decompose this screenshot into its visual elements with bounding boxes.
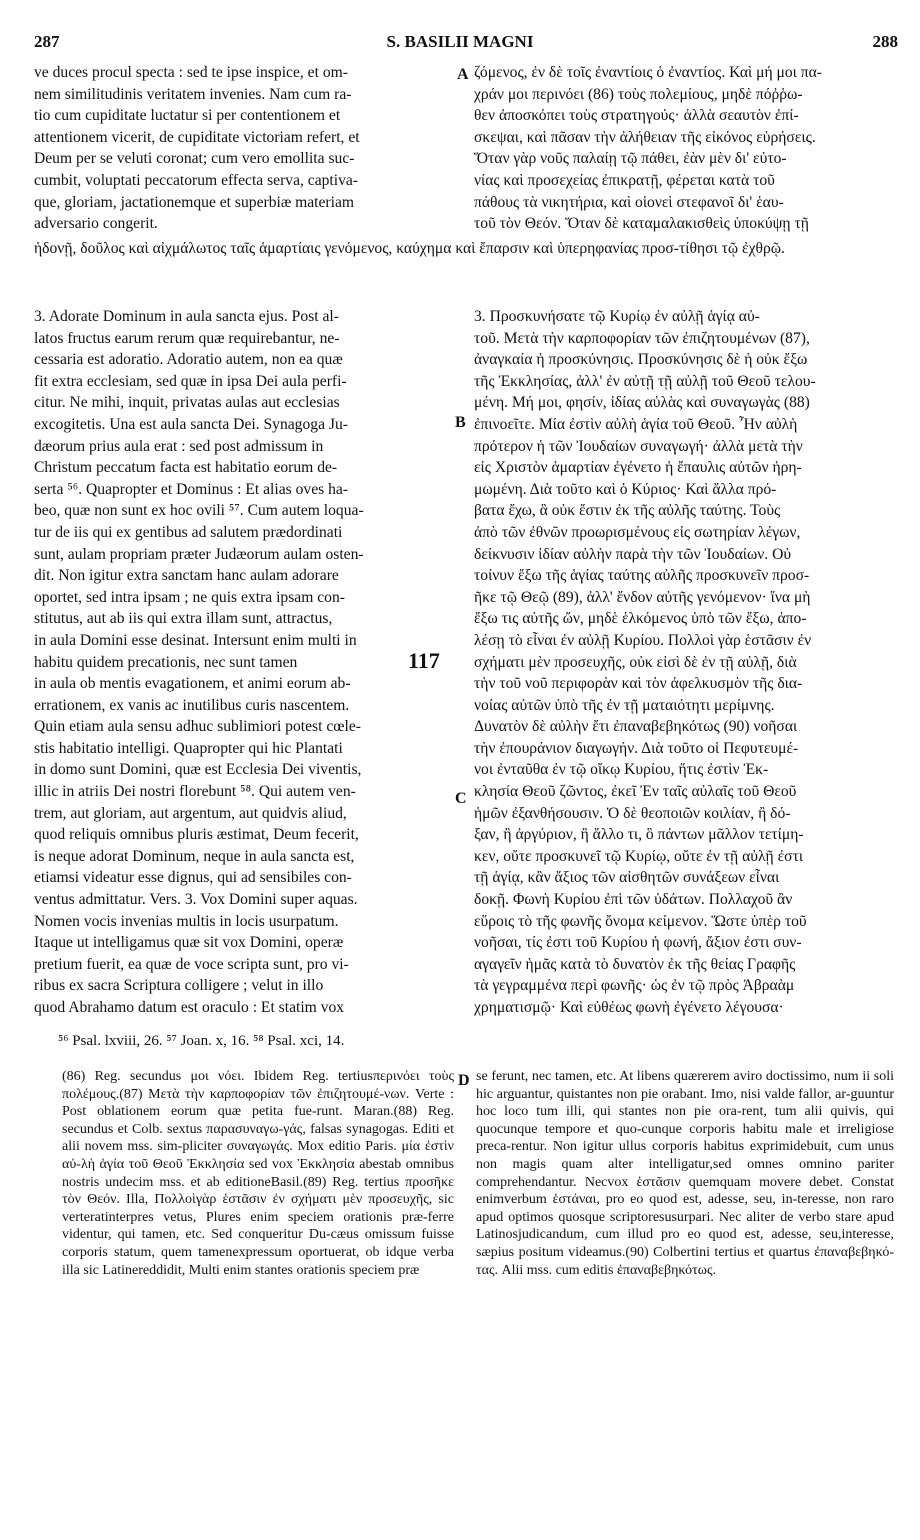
text-line: τίθησι τῷ ἐχθρῷ. (679, 240, 785, 257)
text-line: τὴν τοῦ νοῦ περιφορὰν καὶ τὸν ἀφελκυσμὸν τῆς δια- (474, 675, 803, 693)
text-line: (87) Μετὰ τὴν καρποφορίαν τῶν ἐπιζητουμέ- (119, 1086, 384, 1102)
text-line: Nomen vocis invenias multis in locis usurpatum. (34, 912, 339, 930)
text-line: vox ἑστᾶσιν quemquam movere debet. Constat enim (476, 1174, 894, 1208)
text-line: γάς, falsas synagogas. Editi et alii novem mss. sim- (62, 1121, 454, 1155)
text-line: ῆκε τῷ Θεῷ (89), ἀλλ' ἔνδον αὐτῆς γενόμενον· ἵνα μὴ (474, 588, 811, 606)
text-line: habitu quidem precationis, nec sunt tamen (34, 653, 298, 671)
text-line: se ferunt, nec tamen, etc. At libens quærerem a (476, 1069, 740, 1084)
text-line: δοκῇ. Φωνὴ Κυρίου ἐπὶ τῶν ὑδάτων. Πολλαχοῦ ἂν (474, 891, 793, 909)
text-line: τοῦ τὸν Θεόν. Ὅταν δὲ καταμαλακισθεὶς ὑποκύψῃ τῇ (474, 215, 809, 233)
text-line: expressum oportuerat, ob idque verba illa sic Latine (62, 1244, 454, 1278)
text-line: 3. Adorate Dominum in aula sancta ejus. Post al- (34, 308, 339, 325)
text-line: cessaria est adoratio. Adoratio autem, non ea quæ (34, 351, 343, 369)
text-line: citur. Ne mihi, inquit, privatas aulas aut ecclesias (34, 394, 340, 412)
text-line: νοι ἐνταῦθα ἐν τῷ οἴκῳ Κυρίου, ἥτις ἐστὶν Ἐκ- (474, 761, 769, 779)
text-line: in domo sunt Domini, quæ est Ecclesia Dei viventis, (34, 761, 362, 779)
text-line: tur de iis qui ex gentibus ad salutem prædordinati (34, 523, 343, 541)
latin-main-column (34, 306, 452, 1019)
text-line: ventus admittatur. Vers. 3. Vox Domini super aquas. (34, 891, 358, 909)
text-line: rent, tum alii quivis, qui quocunque tempore et quo- (476, 1104, 894, 1137)
text-line: illic in atriis Dei nostri florebunt ⁵⁸. Qui autem ven- (34, 783, 356, 801)
text-line: ἡμῶν ἐξανθήσουσιν. Ὁ δὲ θεοποιῶν κοιλίαν, ἢ δό- (474, 804, 791, 822)
text-line: περινόει τοὺς πολέμους. (62, 1069, 454, 1102)
margin-letter-c: C (455, 790, 467, 807)
text-line: teresse, non raro apud optimos quosque scriptores (476, 1192, 894, 1225)
text-line: usurpari. Nec aliter de verbo stare apud Latinos (476, 1209, 895, 1243)
text-line: cæus omissum fuisse corporis statum, quem tamen (62, 1227, 454, 1260)
text-line: etiamsi videatur esse dignus, qui ad sensibiles con- (34, 869, 352, 887)
text-line: Quin etiam aula sensu adhuc sublimiori potest cœle- (34, 718, 361, 736)
text-line: εἰς Χριστὸν ἁμαρτίαν ἐγένετο ἡ ἔπαυλις αὐτῶν ἠρη- (474, 459, 802, 477)
text-line: τοίνυν ἔξω τῆς ἁγίας ταύτης αὐλῆς προσκυνεῖν προσ- (474, 567, 810, 585)
notes-left-column (62, 1068, 454, 1279)
text-line: ve duces procul specta : sed te ipse inspice, et om- (34, 64, 348, 81)
text-line: cunque corporis habitu male et irreligiose preca- (476, 1121, 894, 1155)
text-line: quod reliquis omnibus pluris æstimat, Deum fecerit, (34, 826, 359, 844)
text-line: χράν μοι περινόει (86) τοὺς πολεμίους, μηδὲ πόῤῥω- (474, 85, 803, 103)
text-line: νων. Verte : Post oblationem eorum quæ petita fue- (62, 1086, 454, 1120)
column-number: 117 (408, 648, 440, 673)
text-line: stis habitatio intelligi. Quapropter qui hic Plantati (34, 739, 343, 757)
text-line: σκεψαι, καὶ πᾶσαν τὴν ἀλήθειαν τῆς εἰκόνος εὑρήσεις. (474, 128, 816, 146)
text-line: nem similitudinis veritatem invenies. Nam cum ra- (34, 85, 352, 103)
text-line: is neque adorat Dominum, neque in aula sancta est, (34, 847, 355, 865)
text-line: χρηματισμῷ· Καὶ εὐθέως φωνὴ ἐγένετο λέγουσα· (474, 999, 784, 1016)
text-line: κλησία Θεοῦ ζῶντος, ἐκεῖ Ἐν ταῖς αὐλαῖς τοῦ Θεοῦ (474, 783, 797, 801)
text-line: νίας καὶ προσεχείας ἐπικρατῇ, φέρεται κατὰ τοῦ (474, 171, 775, 189)
text-line: viro doctissimo, num ii soli hic arguantur, qui (476, 1069, 894, 1102)
text-line: Itaque ut intelligamus quæ sit vox Domini, operæ (34, 934, 344, 952)
text-line: (90) Colbertini tertius et quartus ἐπαναβεβηκό- (625, 1244, 894, 1260)
text-line: que, gloriam, jactationemque et superbiæ materiam (34, 193, 354, 211)
text-line: 3. Προσκυνήσατε τῷ Κυρίῳ ἐν αὐλῇ ἁγίᾳ αὐ- (474, 308, 760, 325)
text-line: tio cum cupiditate luctatur si per contentionem et (34, 107, 341, 125)
text-line: errationem, ex vanis ac inutilibus curis nascentem. (34, 696, 350, 714)
text-line: pretium fuerit, ea quæ de voce scripta sunt, pro vi- (34, 955, 349, 973)
margin-letter-b: B (455, 414, 466, 431)
text-line: πρότερον ἡ τῶν Ἰουδαίων συναγωγή· ἀλλὰ μετὰ τὴν (474, 437, 803, 455)
text-line: attentionem vicerit, de cupiditate victoriam refert, et (34, 128, 360, 146)
text-line: sunt, aulam propriam præter Judæorum aulam osten- (34, 545, 364, 563)
text-line: λὴ ἁγία τοῦ Θεοῦ Ἐκκλησία sed vox Ἐκκλησία abest (80, 1156, 389, 1172)
text-line: quod Abrahamo datum est oraculo : Et statim vox (34, 999, 345, 1016)
text-line: in aula ob mentis evagationem, et animi eorum ab- (34, 675, 351, 693)
text-line: αγαγεῖν ἡμᾶς κατὰ τὸ δυνατὸν ἐκ τῆς θείας Γραφῆς (474, 955, 796, 973)
text-line: sed omnes omnino pariter comprehendantur. Nec (476, 1156, 894, 1190)
text-line: ribus ex sacra Scriptura colligere ; velut in illo (34, 977, 324, 995)
text-line: (86) Reg. secundus μοι νόει. Ibidem Reg. tertius (62, 1069, 373, 1084)
text-line: ἔξω τις αὐτῆς ὤν, μηδὲ ἑλκόμενος ὑπὸ τῶν ἔξω, ἀπο- (474, 610, 807, 628)
greek-top-column (474, 62, 894, 235)
text-line: δείκνυσιν ἰδίαν αὐλὴν παρὰ τὴν τῶν Ἰουδαίων. Οὐ (474, 545, 792, 563)
text-line: guuntur hoc loco tum illi, qui stantes non pie ora- (476, 1086, 894, 1120)
text-line: ξαν, ἢ ἀργύριον, ἢ ἄλλο τι, ὃ πάντων μᾶλλον τετίμη- (474, 826, 804, 844)
text-line: κεν, οὔτε προσκυνεῖ τῷ Κυρίῳ, οὔτε ἐν τῇ αὐλῇ ἐστι (474, 847, 804, 865)
text-line: ab omnibus nostris undecim mss. et ab editione (62, 1156, 454, 1190)
text-line: Ὅταν γὰρ νοῦς παλαίῃ τῷ πάθει, ἐὰν μὲν δι' εὐτο- (474, 150, 787, 168)
text-line: pliciter συναγωγάς. Mox editio Paris. μία ἐστὶν αὐ- (62, 1139, 454, 1172)
greek-main-column (474, 306, 894, 1019)
text-line: debuit, cum unus non magis quam alter intelligatur, (476, 1139, 895, 1172)
text-line: γὰρ ἑστᾶσιν ἐν σχήματι μὲν προσευχῆς, sic verterat (62, 1192, 454, 1225)
text-line: adversario congerit. (34, 215, 158, 233)
text-line: σχήματι μὲν προσευχῆς, οὐκ εἰσὶ δὲ ἐν τῇ αὐλῇ, διὰ (474, 653, 797, 671)
text-line: stantes non pie orabant. Imo, nisi valde fallor, ar- (574, 1086, 851, 1102)
margin-letter-d: D (458, 1072, 470, 1089)
text-line: serta ⁵⁶. Quapropter et Dominus : Et alias oves ha- (34, 480, 348, 498)
text-line: εὕροις τὸ τῆς φωνῆς ὄνομα κείμενον. Ὥστε ὑπὲρ τοῦ (474, 912, 807, 930)
text-line: τὴν ἐπουράνιον διαγωγήν. Διὰ τοῦτο οἱ Πεφυτευμέ- (474, 739, 799, 757)
text-line: τὰ γεγραμμένα περὶ φωνῆς· ὡς ἐν τῷ πρὸς Ἀβραὰμ (474, 977, 795, 995)
text-line: νοῆσαι, τίς ἐστι τοῦ Κυρίου ἡ φωνή, ἄξιον ἐστι συν- (474, 934, 802, 952)
text-line: τῆς Ἐκκλησίας, ἀλλ' ἐν αὐτῇ τῇ αὐλῇ τοῦ Θεοῦ τελου- (474, 372, 816, 390)
running-title: S. BASILII MAGNI (386, 32, 534, 51)
text-line: verbum ἑστάναι, pro eo quod est, adesse, seu, in- (504, 1192, 798, 1208)
text-line: (88) Reg. secundus et Colb. sextus παρασυναγω- (62, 1104, 454, 1137)
text-line: oportet, sed intra ipsam ; ne quis extra ipsam con- (34, 588, 345, 606)
text-line: rentur. Non igitur ullus corporis habitus exprimi (510, 1139, 794, 1155)
text-line: ἐπινοεῖτε. Μία ἐστὶν αὐλὴ ἁγία τοῦ Θεοῦ. Ἦν αὐλὴ (474, 415, 798, 433)
text-line: Basil. (270, 1174, 304, 1190)
text-line: trem, aut gloriam, aut argentum, aut quidvis aliud, (34, 804, 347, 822)
text-line: ἀπὸ τῶν ἐθνῶν προωρισμένους εἰς σωτηρίαν λέγων, (474, 523, 801, 541)
text-line: λέσῃ τὸ εἶναι ἐν αὐλῇ Κυρίου. Πολλοὶ γὰρ ἑστᾶσιν ἐν (474, 631, 812, 649)
text-line: beo, quæ non sunt ex hoc ovili ⁵⁷. Cum autem loqua- (34, 502, 364, 520)
latin-top-column (34, 62, 452, 235)
text-line: ἡδονῇ, δοῦλος καὶ αἰχμάλωτος ταῖς ἁμαρτίαις γενόμενος, καύχημα καὶ ἔπαρσιν καὶ ὑπερηφανίας προσ- (34, 240, 679, 257)
greek-full-width-lines (34, 238, 896, 260)
text-line: Christum peccatum facta est habitatio eorum de- (34, 459, 338, 477)
text-line: τῇ ἁγίᾳ, κἂν ἄξιος τῶν αἰσθητῶν συνάξεων εἶναι (474, 869, 780, 887)
text-line: (89) Reg. tertius προσῆκε τὸν Θεόν. Illa, Πολλοὶ (62, 1174, 455, 1208)
text-line: runt. Maran. (316, 1104, 394, 1120)
text-line: ἀναγκαία ἡ προσκύνησις. Προσκύνησις δὲ ἡ οὐκ ἔξω (474, 351, 808, 369)
text-line: excogitetis. Una est aula sancta Dei. Synagoga Ju- (34, 415, 348, 433)
text-line: πάθους τὰ νικητήρια, καὶ οἱονεὶ στεφανοῖ δι' ἑαυ- (474, 193, 784, 211)
text-line: judicandum, cum illud pro eo quod est, adesse, seu, (518, 1227, 842, 1243)
left-page-number: 287 (34, 32, 60, 51)
text-line: stitutus, aut ab iis qui extra illam sunt, attractus, (34, 610, 333, 628)
text-line: dæorum prius aula erat : sed post admissum in (34, 437, 324, 455)
text-line: interesse, sæpius positum videamus. (476, 1227, 894, 1260)
text-line: μένη. Μή μοι, φησίν, ἰδίας αὐλὰς καὶ συναγωγὰς (88) (474, 394, 810, 412)
text-line: ζόμενος, ἐν δὲ τοῖς ἐναντίοις ὁ ἐναντίος. Καὶ μή μοι πα- (474, 64, 822, 81)
text-line: νοίας αὐτῶν ὑπὸ τῆς ἐν τῇ ματαιότητι μερίμνης. (474, 696, 775, 714)
notes-right-column (476, 1068, 894, 1279)
text-line: reddidit, Multi enim stantes orationis speciem præ (138, 1262, 420, 1278)
text-line: Δυνατὸν δὲ αὐλὴν ἔτι ἐπαναβεβηκότως (90) νοῆσαι (474, 718, 798, 736)
text-line: τας. Alii mss. cum editis ἐπαναβεβηκότως. (476, 1262, 717, 1278)
text-line: in aula Domini esse desinat. Intersunt enim multi in (34, 631, 357, 649)
text-line: fit extra ecclesiam, sed quæ in ipsa Dei aula perfi- (34, 372, 347, 390)
text-line: βατα ἔχω, ἃ οὐκ ἔστιν ἐκ τῆς αὐλῆς ταύτης. Τοὺς (474, 502, 781, 520)
text-line: dit. Non igitur extra sanctam hanc aulam adorare (34, 567, 339, 585)
text-line: interpres vetus, Plures enim speciem orationis præ- (104, 1209, 428, 1225)
margin-letter-a: A (457, 66, 469, 83)
text-line: θεν ἀποσκόπει τοὺς στρατηγούς· ἀλλὰ σεαυτὸν ἐπί- (474, 107, 799, 125)
text-line: cumbit, voluptati peccatorum effecta serva, captiva- (34, 171, 359, 189)
text-line: τοῦ. Μετὰ τὴν καρποφορίαν τῶν ἐπιζητουμένων (87), (474, 329, 810, 347)
text-line: latos fructus earum rerum quæ requirebantur, ne- (34, 329, 340, 347)
right-page-number: 288 (872, 32, 898, 51)
text-line: Deum per se veluti coronat; cum vero emollita suc- (34, 150, 355, 168)
text-line: ferre videntur, qui tamen, etc. Sed conqueritur Du- (62, 1209, 454, 1243)
scripture-footnotes: ⁵⁶ Psal. lxviii, 26. ⁵⁷ Joan. x, 16. ⁵⁸ Psal. xci, 14. (58, 1033, 345, 1049)
text-line: μωμένη. Διὰ τοῦτο καὶ ὁ Κύριος· Καὶ ἄλλα πρό- (474, 480, 777, 498)
